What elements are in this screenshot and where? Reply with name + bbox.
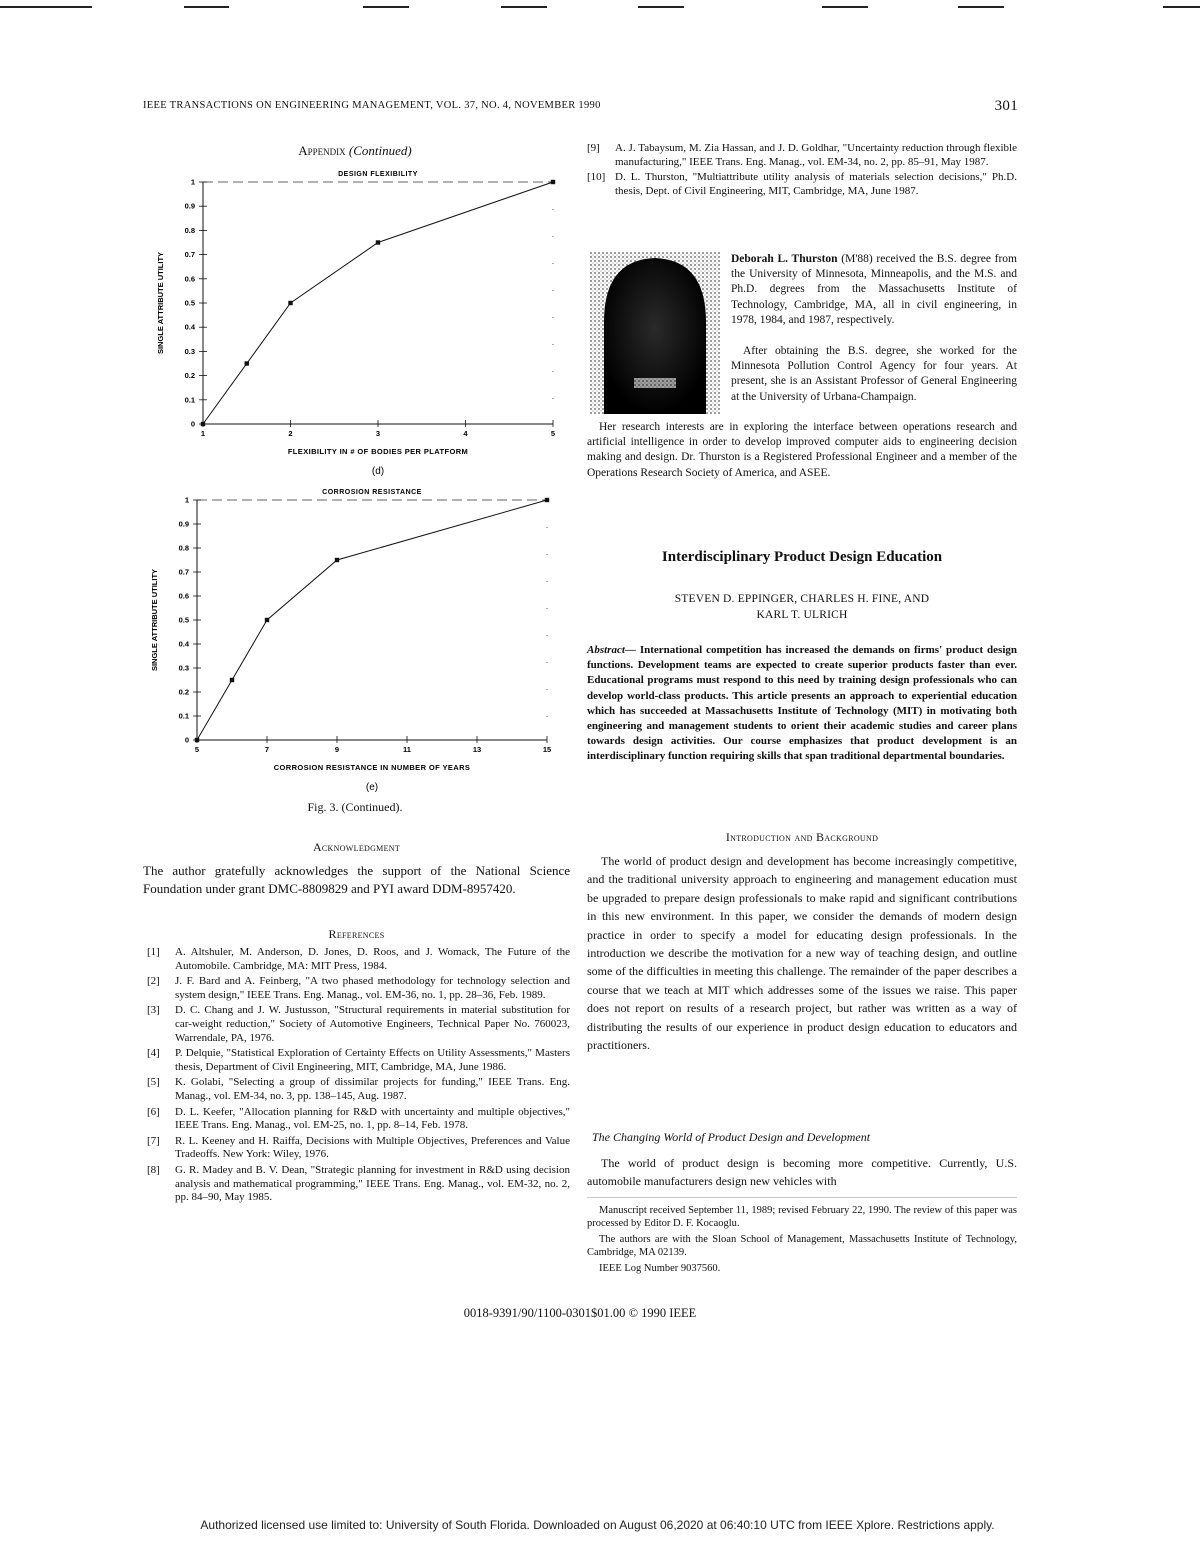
article-title: Interdisciplinary Product Design Education <box>661 549 943 565</box>
bio-paragraph-1: Deborah L. Thurston (M'88) received the B.S. degree from the University of Minnesota, Minneapolis, and the M.S. and Ph.D. degrees from the Massachusetts Institute of Technology, Cambridge, MA, all in civil engineering, in 1978, 1984, and 1987, respectively. <box>731 253 1017 326</box>
x-tick-label: 4 <box>463 429 468 438</box>
journal-line: IEEE TRANSACTIONS ON ENGINEERING MANAGEMENT, VOL. 37, NO. 4, NOVEMBER 1990 <box>143 100 601 111</box>
x-tick-label: 5 <box>194 745 200 754</box>
y-tick-label: 0.3 <box>178 663 189 673</box>
reference-item: [6] D. L. Keefer, "Allocation planning for R&D with uncertainty and multiple objectives," IEEE Trans. Eng. Manag., vol. EM-25, no. 1, pp. 8–14, Feb. 1978. <box>147 1105 570 1132</box>
data-point <box>265 618 269 622</box>
x-tick-label: 15 <box>542 745 552 754</box>
y-tick-label: 0.6 <box>184 274 195 284</box>
references-heading: References <box>328 927 385 941</box>
x-tick-label: 13 <box>472 745 482 754</box>
series-line <box>197 500 547 740</box>
y-tick-label: 0.3 <box>184 346 195 356</box>
article-abstract: Abstract— International competition has increased the demands on firms' product design functions. Development teams are expected to create superior products faster than ever. Educational programs must respond to this need by training design professionals who can develop world-class products. This article presents an approach to experiential education which has succeeded at Massachusetts Institute of Technology (MIT) in motivating both engineering and management students to orient their academic studies and career plans towards design activities. Our course emphasizes that product development is an interdisciplinary function requiring skills that span traditional departmental boundaries. <box>587 644 1018 763</box>
bio-name: Deborah L. Thurston <box>731 253 838 265</box>
x-axis-label: FLEXIBILITY IN # OF BODIES PER PLATFORM <box>287 447 469 456</box>
y-axis-label: SINGLE ATTRIBUTE UTILITY <box>156 251 165 355</box>
reference-item: [4] P. Delquie, "Statistical Exploration of Certainty Effects on Utility Assessments," Masters thesis, Department of Civil Engineering, MIT, Cambridge, MA, June 1986. <box>147 1047 570 1073</box>
data-point <box>195 738 199 742</box>
license-footer: Authorized licensed use limited to: University of South Florida. Downloaded on August 06,2020 at 06:40:10 UTC from IEEE Xplore. Restrictions apply. <box>200 1518 995 1532</box>
running-header <box>143 98 1018 114</box>
data-point <box>230 678 234 682</box>
chart-title: CORROSION RESISTANCE <box>322 489 422 496</box>
appendix-title: Appendix (Continued) <box>298 143 412 158</box>
data-point <box>545 498 549 502</box>
bio-paragraph-3: Her research interests are in exploring the interface between operations research and artificial intelligence in order to develop improved computer aids to engineering decision making and design. Dr. Thurston is a Registered Professional Engineer and a member of the Operations Research Society of America, and ASEE. <box>587 421 1017 479</box>
data-point <box>245 361 249 365</box>
article-authors: STEVEN D. EPPINGER, CHARLES H. FINE, AND KARL T. ULRICH <box>674 593 930 621</box>
bio-paragraph-2: After obtaining the B.S. degree, she worked for the Minnesota Pollution Control Agency for four years. At present, she is an Assistant Professor of General Engineering at the University of Urbana-Champaign. <box>731 345 1017 403</box>
acknowledgment-text: The author gratefully acknowledges the support of the National Science Foundation under grant DMC-8809829 and PYI award DDM-8957420. <box>143 863 570 896</box>
data-point <box>201 422 205 426</box>
y-tick-label: 0.9 <box>178 519 189 529</box>
figure-caption: Fig. 3. (Continued). <box>307 800 403 814</box>
x-axis-label: CORROSION RESISTANCE IN NUMBER OF YEARS <box>273 763 471 772</box>
x-tick-label: 2 <box>288 429 293 438</box>
author-photo <box>590 252 720 414</box>
data-point <box>288 301 292 305</box>
x-tick-label: 11 <box>403 745 411 754</box>
reference-item: [2] J. F. Bard and A. Feinberg, "A two phased methodology for technology selection and system design," IEEE Trans. Eng. Manag., vol. EM-36, no. 1, pp. 28–36, Feb. 1989. <box>147 975 570 1001</box>
y-tick-label: 0.1 <box>184 395 195 405</box>
y-tick-label: 0.7 <box>184 250 195 260</box>
reference-item: [3] D. C. Chang and J. W. Justusson, "Structural requirements in material substitution for car-weight reduction," Society of Automotive Engineers, Technical Paper No. 760023, Warrendale, PA, 1976. <box>147 1004 570 1044</box>
chart-design-flexibility <box>140 162 570 482</box>
references-list-left <box>147 946 570 1207</box>
references-list-right <box>587 142 1017 200</box>
reference-item: [9] A. J. Tabaysum, M. Zia Hassan, and J. D. Goldhar, "Uncertainty reduction through flexible manufacturing," IEEE Trans. Eng. Manag., vol. EM-34, no. 2, pp. 85–91, May 1987. <box>587 142 1017 168</box>
x-tick-label: 1 <box>200 429 206 438</box>
y-tick-label: 1 <box>190 177 195 187</box>
y-axis-label: SINGLE ATTRIBUTE UTILITY <box>150 568 159 672</box>
x-tick-label: 3 <box>375 429 381 438</box>
y-tick-label: 0.4 <box>184 322 195 332</box>
footnote-rule <box>587 1197 1017 1198</box>
subsection-heading: The Changing World of Product Design and Development <box>592 1130 871 1144</box>
y-tick-label: 0 <box>190 419 195 429</box>
reference-item: [1] A. Altshuler, M. Anderson, D. Jones, D. Roos, and J. Womack, The Future of the Automobile. Cambridge, MA: MIT Press, 1984. <box>147 946 570 972</box>
y-tick-label: 0.5 <box>184 298 195 308</box>
y-tick-label: 0.4 <box>178 639 189 649</box>
intro-heading: Introduction and Background <box>725 830 879 844</box>
y-tick-label: 0.8 <box>184 225 195 235</box>
series-line <box>203 182 553 424</box>
acknowledgment-heading: Acknowledgment <box>312 840 401 854</box>
copyright-line: 0018-9391/90/1100-0301$01.00 © 1990 IEEE <box>463 1306 697 1320</box>
y-tick-label: 0.7 <box>178 567 189 577</box>
data-point <box>376 240 380 244</box>
y-tick-label: 0.9 <box>184 201 195 211</box>
intro-text: The world of product design and development has become increasingly competitive, and the traditional university approach to engineering and management education must be upgraded to prepare design professionals to make rapid and significant contributions in this new environment. In this paper, we consider the demands of modern design practice in order to specify a model for educating design professionals. In the introduction we describe the motivation for a new way of teaching design, and outline some of the difficulties in meeting this challenge. The remainder of the paper describes a course that we teach at MIT which addresses some of the issues we raise. This paper does not report on results of a research project, but rather was written as a way of distributing the results of our experience in product design education to educators and practitioners. <box>587 854 1017 1053</box>
x-tick-label: 5 <box>550 429 556 438</box>
x-tick-label: 7 <box>264 745 270 754</box>
y-tick-label: 0.2 <box>184 371 195 381</box>
panel-label: (e) <box>365 782 379 793</box>
y-tick-label: 0.5 <box>178 615 189 625</box>
panel-label: (d) <box>371 466 385 477</box>
reference-item: [8] G. R. Madey and B. V. Dean, "Strategic planning for investment in R&D using decision analysis and mathematical programming," IEEE Trans. Eng. Manag., vol. EM-32, no. 2, pp. 84–90, May 1985. <box>147 1163 570 1204</box>
reference-item: [7] R. L. Keeney and H. Raiffa, Decisions with Multiple Objectives, Preferences and Value Tradeoffs. New York: Wiley, 1976. <box>147 1134 570 1161</box>
page-number: 301 <box>994 98 1018 114</box>
data-point <box>551 180 555 184</box>
y-tick-label: 0.6 <box>178 591 189 601</box>
chart-corrosion-resistance <box>140 480 570 800</box>
y-tick-label: 0 <box>184 735 189 745</box>
reference-item: [10] D. L. Thurston, "Multiattribute utility analysis of materials selection decisions," Ph.D. thesis, Dept. of Civil Engineering, MIT, Cambridge, MA, June 1987. <box>587 171 1017 197</box>
subsection-text: The world of product design is becoming more competitive. Currently, U.S. automobile manufacturers design new vehicles with <box>587 1156 1017 1189</box>
reference-item: [5] K. Golabi, "Selecting a group of dissimilar projects for funding," IEEE Trans. Eng. Manag., vol. EM-34, no. 3, pp. 138–145, Aug. 1987. <box>147 1076 570 1102</box>
y-tick-label: 0.1 <box>178 711 189 721</box>
y-tick-label: 1 <box>184 495 189 505</box>
y-tick-label: 0.8 <box>178 543 189 553</box>
x-tick-label: 9 <box>334 745 340 754</box>
data-point <box>335 558 339 562</box>
footnotes: Manuscript received September 11, 1989; revised February 22, 1990. The review of this paper was processed by Editor D. F. Kocaoglu. The authors are with the Sloan School of Management, Massachusetts Institute of Technology, Cambridge, MA 02139. IEEE Log Number 9037560. <box>587 1205 1017 1274</box>
y-tick-label: 0.2 <box>178 687 189 697</box>
chart-title: DESIGN FLEXIBILITY <box>338 171 418 178</box>
